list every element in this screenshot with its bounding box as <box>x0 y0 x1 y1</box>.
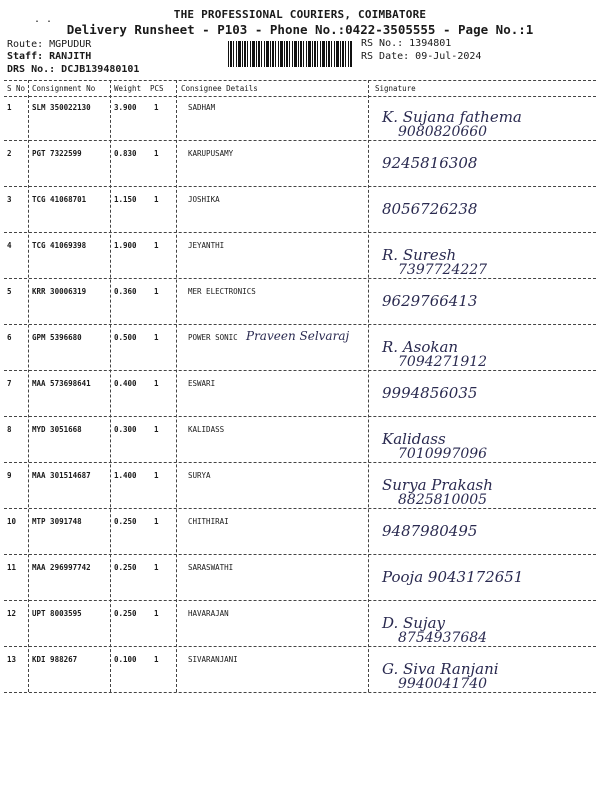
signature-line-2: 7397724227 <box>398 262 488 278</box>
row-sno: 9 <box>7 471 12 480</box>
row-consignment: TCG 41068701 <box>32 195 87 204</box>
row-consignment: MAA 301514687 <box>32 471 91 480</box>
row-weight: 0.300 <box>114 425 137 434</box>
signature-line-1: G. Siva Ranjani <box>382 660 499 678</box>
row-weight: 0.250 <box>114 609 137 618</box>
row-weight: 0.400 <box>114 379 137 388</box>
row-consignment: GPM 5396680 <box>32 333 82 342</box>
signature-line-1: 9245816308 <box>382 154 478 172</box>
rs-number: RS No.: 1394801 <box>361 38 452 49</box>
col-header-consignee: Consignee Details <box>181 84 258 93</box>
row-separator <box>4 508 596 509</box>
row-weight: 1.400 <box>114 471 137 480</box>
row-separator <box>4 692 596 693</box>
row-weight: 0.250 <box>114 517 137 526</box>
staff-label: Staff: RANJITH <box>7 51 92 62</box>
row-consignment: MAA 573698641 <box>32 379 91 388</box>
row-pcs: 1 <box>154 333 159 342</box>
row-consignment: KRR 30006319 <box>32 287 87 296</box>
signature-line-2: 8754937684 <box>398 630 488 646</box>
row-separator <box>4 140 596 141</box>
row-consignee: POWER SONIC <box>188 333 238 342</box>
row-consignment: MAA 296997742 <box>32 563 91 572</box>
row-consignee: MER ELECTRONICS <box>188 287 256 296</box>
row-weight: 0.500 <box>114 333 137 342</box>
signature-line-2: 9080820660 <box>398 124 488 140</box>
row-weight: 0.830 <box>114 149 137 158</box>
col-header-consignment: Consignment No <box>32 84 96 93</box>
row-sno: 10 <box>7 517 17 526</box>
row-consignment: MTP 3091748 <box>32 517 82 526</box>
row-sno: 13 <box>7 655 17 664</box>
signature-line-1: Pooja 9043172651 <box>382 568 524 586</box>
row-pcs: 1 <box>154 379 159 388</box>
signature-line-1: 9487980495 <box>382 522 478 540</box>
row-pcs: 1 <box>154 609 159 618</box>
row-sno: 5 <box>7 287 12 296</box>
row-consignment: SLM 350022130 <box>32 103 91 112</box>
rs-date: RS Date: 09-Jul-2024 <box>361 51 482 62</box>
company-title: THE PROFESSIONAL COURIERS, COIMBATORE <box>173 8 427 21</box>
handwritten-note: Praveen Selvaraj <box>246 329 350 343</box>
row-consignee: KALIDASS <box>188 425 225 434</box>
col-header-weight: Weight <box>114 84 142 93</box>
row-separator <box>4 462 596 463</box>
signature-line-2: 7010997096 <box>398 446 488 462</box>
row-sno: 2 <box>7 149 12 158</box>
row-consignee: KARUPUSAMY <box>188 149 234 158</box>
row-sno: 8 <box>7 425 12 434</box>
signature-line-2: 9940041740 <box>398 676 488 692</box>
row-weight: 1.150 <box>114 195 137 204</box>
row-pcs: 1 <box>154 287 159 296</box>
row-pcs: 1 <box>154 517 159 526</box>
row-weight: 0.360 <box>114 287 137 296</box>
col-header-pcs: PCS <box>150 84 164 93</box>
row-weight: 3.900 <box>114 103 137 112</box>
signature-line-1: 9994856035 <box>382 384 478 402</box>
row-consignee: SURYA <box>188 471 211 480</box>
row-consignee: JEYANTHI <box>188 241 225 250</box>
signature-line-1: Surya Prakash <box>382 476 493 494</box>
row-consignment: MYD 3051668 <box>32 425 82 434</box>
signature-line-1: 8056726238 <box>382 200 478 218</box>
row-pcs: 1 <box>154 655 159 664</box>
row-pcs: 1 <box>154 195 159 204</box>
row-consignee: HAVARAJAN <box>188 609 229 618</box>
signature-line-1: K. Sujana fathema <box>382 108 522 126</box>
row-consignee: CHITHIRAI <box>188 517 229 526</box>
row-consignee: JOSHIKA <box>188 195 220 204</box>
row-sno: 4 <box>7 241 12 250</box>
row-consignment: KDI 988267 <box>32 655 78 664</box>
row-sno: 7 <box>7 379 12 388</box>
row-pcs: 1 <box>154 103 159 112</box>
row-separator <box>4 646 596 647</box>
row-consignee: SADHAM <box>188 103 216 112</box>
row-separator <box>4 370 596 371</box>
row-consignee: SARASWATHI <box>188 563 234 572</box>
signature-line-1: Kalidass <box>382 430 446 448</box>
runsheet-subtitle: Delivery Runsheet - P103 - Phone No.:0422-3505555 - Page No.:1 <box>66 22 534 37</box>
row-pcs: 1 <box>154 563 159 572</box>
row-consignment: UPT 8003595 <box>32 609 82 618</box>
row-separator <box>4 186 596 187</box>
row-separator <box>4 278 596 279</box>
row-weight: 1.900 <box>114 241 137 250</box>
row-separator <box>4 554 596 555</box>
row-consignee: SIVARANJANI <box>188 655 238 664</box>
row-pcs: 1 <box>154 471 159 480</box>
row-separator <box>4 324 596 325</box>
signature-line-2: 8825810005 <box>398 492 488 508</box>
col-header-sno: S No <box>7 84 26 93</box>
row-sno: 1 <box>7 103 12 112</box>
signature-line-1: 9629766413 <box>382 292 478 310</box>
row-consignment: TCG 41069398 <box>32 241 87 250</box>
drs-number: DRS No.: DCJB139480101 <box>7 64 140 75</box>
col-header-signature: Signature <box>375 84 416 93</box>
row-separator <box>4 600 596 601</box>
row-sno: 11 <box>7 563 17 572</box>
row-sno: 12 <box>7 609 17 618</box>
route-label: Route: MGPUDUR <box>7 39 92 50</box>
row-sno: 3 <box>7 195 12 204</box>
barcode <box>228 41 352 67</box>
signature-line-1: R. Suresh <box>382 246 457 264</box>
scan-marks: . . <box>34 14 53 25</box>
signature-line-1: R. Asokan <box>382 338 459 356</box>
table-top-rule <box>4 80 596 81</box>
row-separator <box>4 416 596 417</box>
row-consignee: ESWARI <box>188 379 216 388</box>
row-pcs: 1 <box>154 425 159 434</box>
signature-line-1: D. Sujay <box>382 614 446 632</box>
row-consignment: PGT 7322599 <box>32 149 82 158</box>
row-pcs: 1 <box>154 241 159 250</box>
signature-line-2: 7094271912 <box>398 354 488 370</box>
row-sno: 6 <box>7 333 12 342</box>
row-pcs: 1 <box>154 149 159 158</box>
row-weight: 0.100 <box>114 655 137 664</box>
row-weight: 0.250 <box>114 563 137 572</box>
header-rule <box>4 96 596 97</box>
row-separator <box>4 232 596 233</box>
